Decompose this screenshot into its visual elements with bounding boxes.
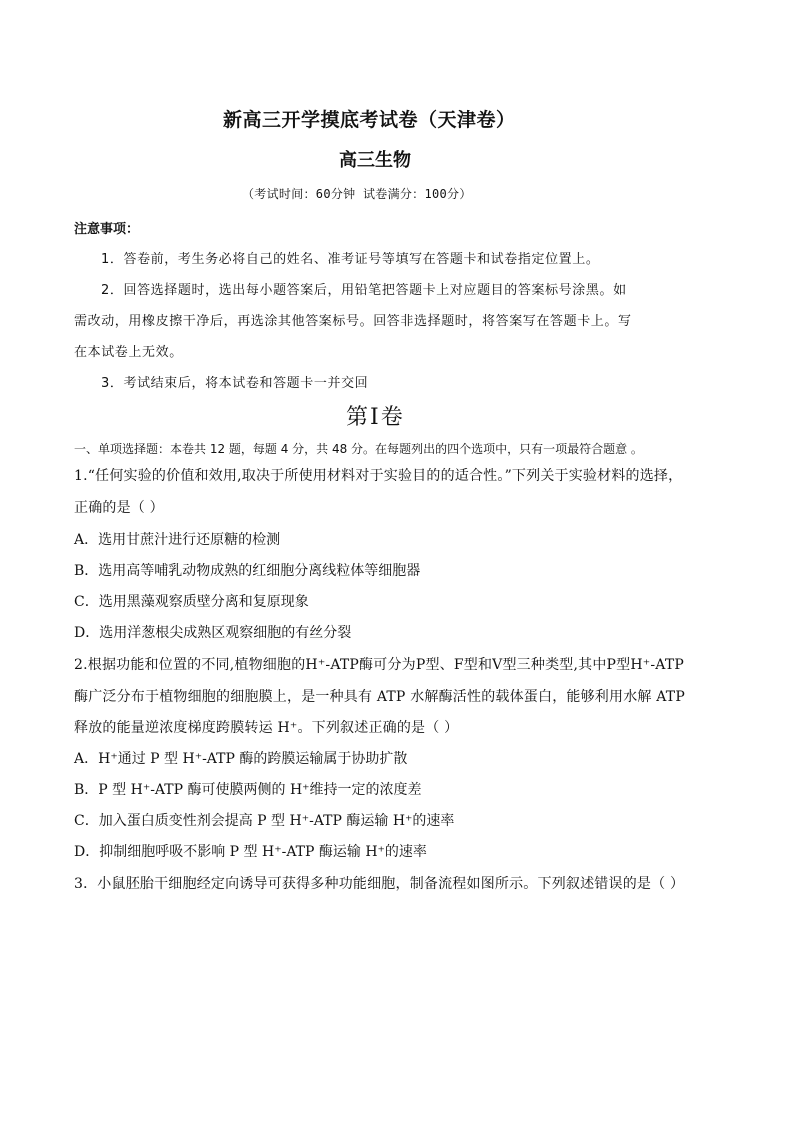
notice-item-2-line-3: 在本试卷上无效。	[74, 345, 183, 360]
question-3-line-1: 3．小鼠胚胎干细胞经定向诱导可获得多种功能细胞，制备流程如图所示。下列叙述错误的是（ ）	[74, 876, 685, 892]
exam-subject: 高三生物	[339, 150, 411, 171]
question-1-option-a: A．选用甘蔗汁进行还原糖的检测	[74, 532, 281, 548]
notice-item-3: 3．考试结束后，将本试卷和答题卡一并交回	[101, 376, 369, 391]
question-1-option-c: C．选用黑藻观察质壁分离和复原现象	[74, 594, 309, 610]
notice-item-1: 1．答卷前，考生务必将自己的姓名、准考证号等填写在答题卡和试卷指定位置上。	[101, 252, 600, 267]
question-1-option-b: B．选用高等哺乳动物成熟的红细胞分离线粒体等细胞器	[74, 563, 421, 579]
question-2-option-a: A．H⁺通过 P 型 H⁺-ATP 酶的跨膜运输属于协助扩散	[74, 751, 408, 767]
question-2-option-b: B．P 型 H⁺-ATP 酶可使膜两侧的 H⁺维持一定的浓度差	[74, 782, 422, 798]
question-2-option-c: C．加入蛋白质变性剂会提高 P 型 H⁺-ATP 酶运输 H⁺的速率	[74, 813, 455, 829]
question-2-line-2: 酶广泛分布于植物细胞的细胞膜上，是一种具有 ATP 水解酶活性的载体蛋白，能够利用水解 ATP	[74, 689, 685, 705]
question-2-line-3: 释放的能量逆浓度梯度跨膜转运 H⁺。下列叙述正确的是（ ）	[74, 720, 459, 736]
exam-info: （考试时间：60分钟 试卷满分：100分）	[242, 187, 472, 201]
notice-item-2-line-2: 需改动，用橡皮擦干净后，再选涂其他答案标号。回答非选择题时，将答案写在答题卡上。写	[74, 314, 632, 329]
question-2-line-1: 2.根据功能和位置的不同,植物细胞的H⁺-ATP酶可分为P型、F型和V型三种类型,其中P型H⁺-ATP	[74, 657, 684, 673]
question-1-option-d: D．选用洋葱根尖成熟区观察细胞的有丝分裂	[74, 625, 352, 641]
volume-label: 第Ⅰ卷	[346, 405, 405, 430]
exam-title: 新高三开学摸底考试卷（天津卷）	[223, 109, 516, 131]
section-heading: 一、单项选择题：本卷共 12 题，每题 4 分，共 48 分。在每题列出的四个选项中，只有一项最符合题意 。	[74, 442, 643, 456]
notice-item-2-line-1: 2．回答选择题时，选出每小题答案后，用铅笔把答题卡上对应题目的答案标号涂黑。如	[101, 283, 627, 298]
question-1-line-1: 1.“任何实验的价值和效用,取决于所使用材料对于实验目的的适合性。”下列关于实验材料的选择，	[74, 468, 683, 484]
question-1-line-2: 正确的是（ ）	[74, 500, 164, 516]
question-2-option-d: D．抑制细胞呼吸不影响 P 型 H⁺-ATP 酶运输 H⁺的速率	[74, 844, 427, 860]
notice-heading: 注意事项：	[74, 222, 140, 237]
